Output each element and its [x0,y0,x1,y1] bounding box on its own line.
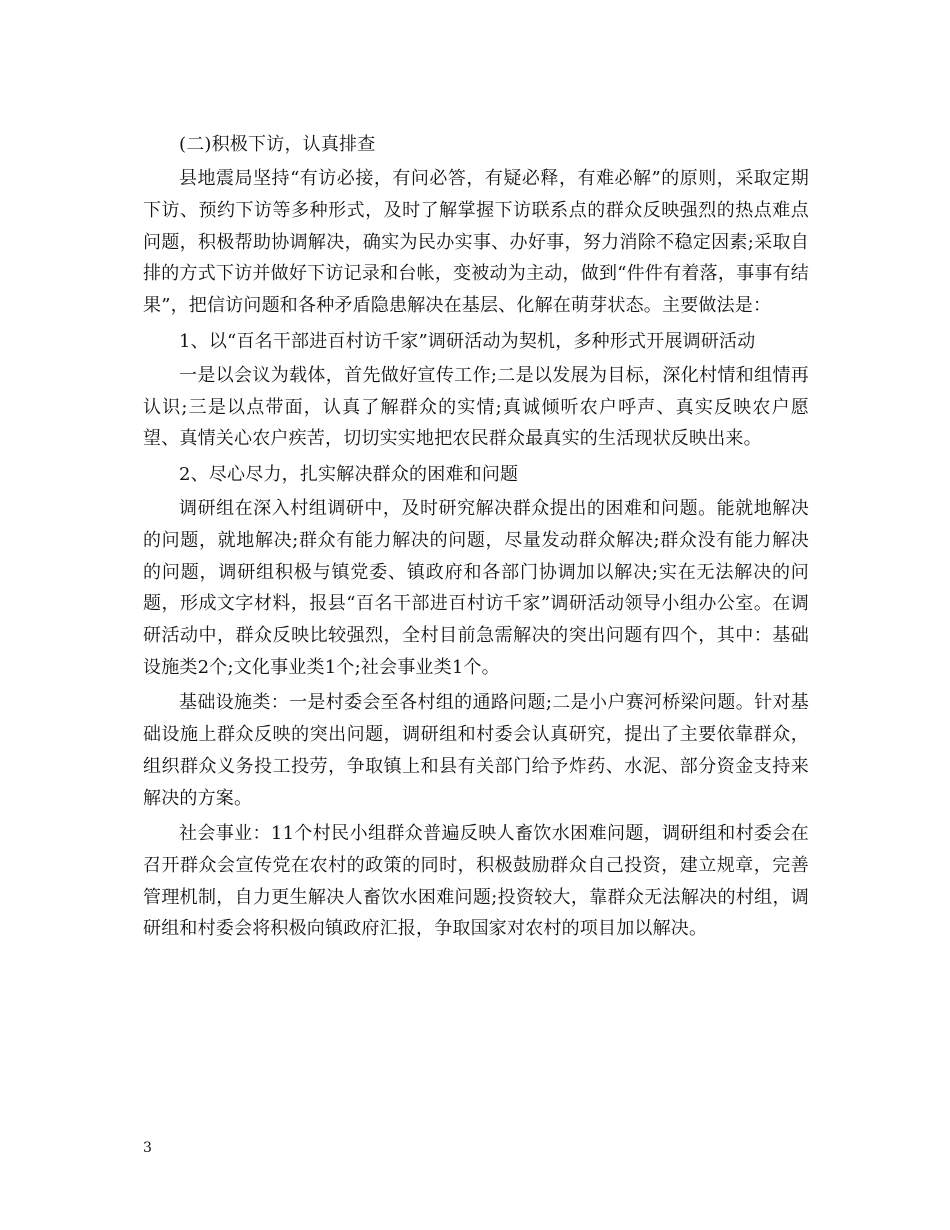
subsection-heading: 2、尽心尽力，扎实解决群众的困难和问题 [179,464,519,486]
page-number: 3 [143,1140,152,1156]
section-heading: (二)积极下访，认真排查 [179,134,376,155]
paragraph: 基础设施类：一是村委会至各村组的通路问题;二是小户赛河桥梁问题。针对基础设施上群众反映的突出问题，调研组和村委会认真研究，提出了主要依靠群众，组织群众义务投工投劳，争取镇上和县有关部门给予炸药、水泥、部分资金支持来解决的方案。 [143,692,809,809]
document-body [143,129,809,949]
paragraph: 一是以会议为载体，首先做好宣传工作;二是以发展为目标，深化村情和组情再认识;三是以点带面，认真了解群众的实情;真诚倾听农户呼声、真实反映农户愿望、真情关心农户疾苦，切切实实地把农民群众最真实的生活现状反映出来。 [143,364,809,450]
paragraph: 调研组在深入村组调研中，及时研究解决群众提出的困难和问题。能就地解决的问题，就地解决;群众有能力解决的问题，尽量发动群众解决;群众没有能力解决的问题，调研组积极与镇党委、镇政府和各部门协调加以解决;实在无法解决的问题，形成文字材料，报县“百名干部进百村访千家”调研活动领导小组办公室。在调研活动中，群众反映比较强烈，全村目前急需解决的突出问题有四个，其中：基础设施类2个;文化事业类1个;社会事业类1个。 [143,498,809,678]
subsection-heading: 1、以“百名干部进百村访千家”调研活动为契机，多种形式开展调研活动 [179,330,756,352]
paragraph: 社会事业：11个村民小组群众普遍反映人畜饮水困难问题，调研组和村委会在召开群众会宣传党在农村的政策的同时，积极鼓励群众自己投资，建立规章，完善管理机制，自力更生解决人畜饮水困难问题;投资较大，靠群众无法解决的村组，调研组和村委会将积极向镇政府汇报，争取国家对农村的项目加以解决。 [143,823,809,940]
paragraph: 县地震局坚持“有访必接，有问必答，有疑必释，有难必解”的原则，采取定期下访、预约下访等多种形式，及时了解掌握下访联系点的群众反映强烈的热点难点问题，积极帮助协调解决，确实为民办实事、办好事，努力消除不稳定因素;采取自排的方式下访并做好下访记录和台帐，变被动为主动，做到“件件有着落，事事有结果”，把信访问题和各种矛盾隐患解决在基层、化解在萌芽状态。主要做法是： [143,168,809,317]
